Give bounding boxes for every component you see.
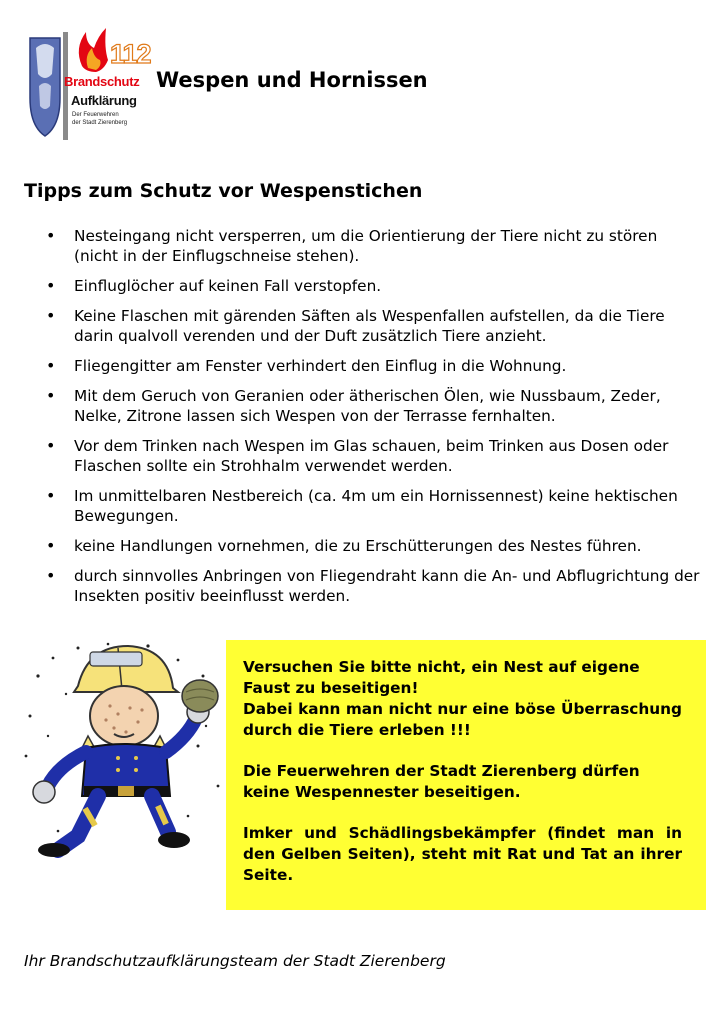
logo-number: 112	[110, 39, 151, 69]
warning-line-b: Dabei kann man nicht nur eine böse Überraschung durch die Tiere erleben !!!	[243, 700, 682, 739]
tip-item: • Keine Flaschen mit gärenden Säften als Wespenfallen aufstellen, da die Tiere darin qualvoll verenden und der Duft zusätzlich Tiere anzieht.	[46, 306, 706, 346]
tip-item: • Im unmittelbaren Nestbereich (ca. 4m um ein Hornissennest) keine hektischen Bewegungen.	[46, 486, 706, 526]
tip-item: • Vor dem Trinken nach Wespen im Glas schauen, beim Trinken aus Dosen oder Flaschen sollte ein Strohhalm verwendet werden.	[46, 436, 706, 476]
tip-item: • Fliegengitter am Fenster verhindert den Einflug in die Wohnung.	[46, 356, 706, 376]
logo-line-stadt: der Stadt Zierenberg	[72, 120, 128, 126]
firefighter-with-wasps-icon	[18, 636, 228, 858]
tip-item: • Mit dem Geruch von Geranien oder ätherischen Ölen, wie Nussbaum, Zeder, Nelke, Zitrone lassen sich Wespen von der Terrasse fernhalten.	[46, 386, 706, 426]
tip-item: • keine Handlungen vornehmen, die zu Erschütterungen des Nestes führen.	[46, 536, 706, 556]
tips-list	[46, 226, 706, 616]
fire-department-logo	[26, 18, 151, 144]
tip-item: • Einfluglöcher auf keinen Fall verstopfen.	[46, 276, 706, 296]
logo-line-feuerwehren: Der Feuerwehren	[72, 112, 119, 118]
page-title: Wespen und Hornissen	[156, 68, 428, 92]
warning-paragraph-3: Imker und Schädlingsbekämpfer (findet man in den Gelben Seiten), steht mit Rat und Tat an ihrer Seite.	[243, 824, 682, 884]
warning-paragraph-1	[243, 657, 682, 741]
warning-box	[226, 640, 706, 910]
tip-item: • durch sinnvolles Anbringen von Fliegendraht kann die An- und Abflugrichtung der Insekten positiv beeinflusst werden.	[46, 566, 706, 606]
tip-item: • Nesteingang nicht versperren, um die Orientierung der Tiere nicht zu stören (nicht in der Einflugschneise stehen).	[46, 226, 706, 266]
warning-line-a: Versuchen Sie bitte nicht, ein Nest auf eigene Faust zu beseitigen!	[243, 658, 640, 697]
footer-signature: Ihr Brandschutzaufklärungsteam der Stadt Zierenberg	[24, 952, 446, 970]
warning-paragraph-2: Die Feuerwehren der Stadt Zierenberg dürfen keine Wespennester beseitigen.	[243, 762, 640, 801]
logo-line-brandschutz: Brandschutz	[64, 74, 140, 89]
firefighter-illustration	[18, 636, 228, 858]
section-heading: Tipps zum Schutz vor Wespenstichen	[24, 180, 423, 202]
logo-line-aufklaerung: Aufklärung	[71, 93, 137, 108]
